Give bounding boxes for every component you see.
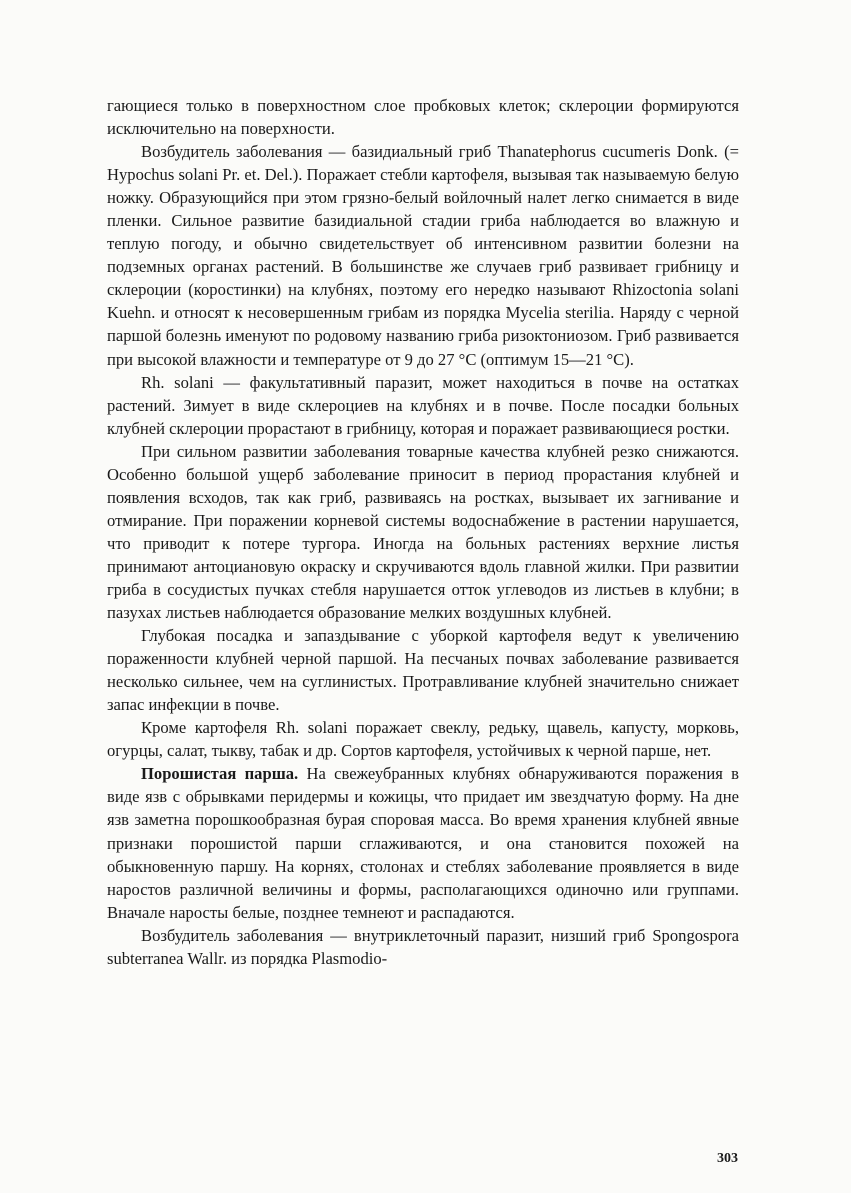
- paragraph-5-text: Глубокая посадка и запаздывание с уборкой картофеля ведут к увеличению пораженности клубней черной паршой. На песчаных почвах заболевание развивается несколько сильнее, чем на суглинистых. Протравливание клубней значительно снижает запас инфекции в почве.: [107, 626, 739, 715]
- paragraph-4-text: При сильном развитии заболевания товарные качества клубней резко снижаются. Особенно большой ущерб заболевание приносит в период прорастания клубней и появления всходов, так как гриб, развиваясь на ростках, вызывает их загнивание и отмирание. При поражении корневой системы водоснабжение в растении нарушается, что приводит к потере тургора. Иногда на больных растениях верхние листья принимают антоциановую окраску и скручиваются вдоль главной жилки. При развитии гриба в сосудистых пучках стебля нарушается отток углеводов из листьев в клубни; в пазухах листьев наблюдается образование мелких воздушных клубней.: [107, 441, 739, 623]
- paragraph-1-text: гающиеся только в поверхностном слое пробковых клеток; склероции формируются исключительно на поверхности.: [107, 96, 739, 139]
- paragraph-8: [107, 924, 739, 970]
- paragraph-4: [107, 440, 739, 624]
- paragraph-7-text: На свежеубранных клубнях обнаруживаются поражения в виде язв с обрывками перидермы и кожицы, что придает им звездчатую форму. На дне язв заметна порошкообразная бурая споровая масса. Во время хранения клубней явные признаки порошистой парши сглаживаются, и она становится похожей на обыкновенную паршу. На корнях, столонах и стеблях заболевание проявляется в виде наростов различной величины и формы, располагающихся одиночно или группами. Вначале наросты белые, позднее темнеют и распадаются.: [107, 764, 739, 922]
- paragraph-2-text: Возбудитель заболевания — базидиальный гриб Thanatephorus cucumeris Donk. (= Hypochus solani Pr. et. Del.). Поражает стебли картофеля, вызывая так называемую белую ножку. Образующийся при этом грязно-белый войлочный налет легко снимается в виде пленки. Сильное развитие базидиальной стадии гриба наблюдается во влажную и теплую погоду, и обычно свидетельствует об интенсивном развитии болезни на подземных органах растений. В большинстве же случаев гриб развивает грибницу и склероции (коростинки) на клубнях, поэтому его нередко называют Rhizoctonia solani Kuehn. и относят к несовершенным грибам из порядка Mycelia sterilia. Наряду с черной паршой болезнь именуют по родовому названию гриба ризоктониозом. Гриб развивается при высокой влажности и температуре от 9 до 27 °С (оптимум 15—21 °С).: [107, 142, 740, 369]
- page-number: 303: [717, 1151, 738, 1166]
- paragraph-3-text: Rh. solani — факультативный паразит, может находиться в почве на остатках растений. Зимует в виде склероциев на клубнях и в почве. После посадки больных клубней склероции прорастают в грибницу, которая и поражает развивающиеся ростки.: [107, 372, 739, 438]
- paragraph-2: [107, 140, 739, 370]
- paragraph-3: [107, 371, 739, 440]
- paragraph-5: [107, 624, 739, 716]
- paragraph-6: [107, 716, 739, 762]
- section-heading: Порошистая парша.: [141, 764, 299, 784]
- body-text: [107, 94, 739, 970]
- paragraph-7: [107, 762, 739, 923]
- paragraph-6-text: Кроме картофеля Rh. solani поражает свеклу, редьку, щавель, капусту, морковь, огурцы, салат, тыкву, табак и др. Сортов картофеля, устойчивых к черной парше, нет.: [107, 718, 739, 761]
- paragraph-1: [107, 94, 739, 140]
- paragraph-8-text: Возбудитель заболевания — внутриклеточный паразит, низший гриб Spongospora subterranea Wallr. из порядка Plasmodio-: [107, 925, 739, 968]
